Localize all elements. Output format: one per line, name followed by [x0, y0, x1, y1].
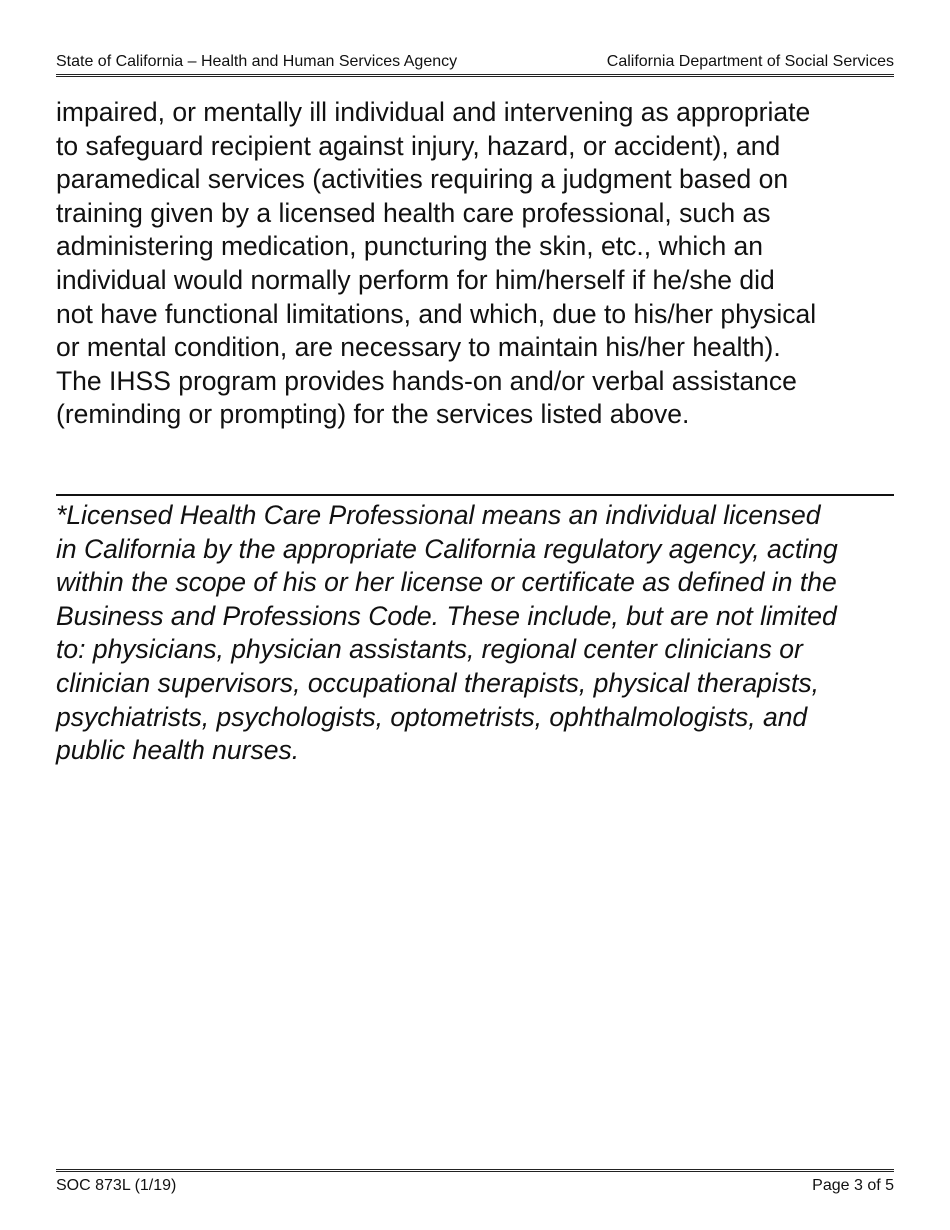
header-agency: State of California – Health and Human Services Agency: [56, 53, 458, 70]
header-department: California Department of Social Services: [606, 53, 894, 70]
page-header: [56, 51, 894, 73]
footnote-text: *Licensed Health Care Professional means an individual licensed in California by the appropriate California regulatory agency, acting within the scope of his or her license or certificate as defined in the Business and Professions Code. These include, but are not limited to: physicians, physician assistants, regional center clinicians or clinician supervisors, occupational therapists, physical therapists, psychiatrists, psychologists, optometrists, ophthalmologists, and public health nurses.: [56, 500, 838, 766]
footer-divider: [56, 1169, 894, 1172]
footnote-divider: [56, 494, 894, 496]
body-paragraph: impaired, or mentally ill individual and intervening as appropriate to safeguard recipient against injury, hazard, or accident), and paramedical services (activities requiring a judgment based on training given by a licensed health care professional, such as administering medication, puncturing the skin, etc., which an individual would normally perform for him/herself if he/she did not have functional limitations, and which, due to his/her physical or mental condition, are necessary to maintain his/her health). The IHSS program provides hands-on and/or verbal assistance (reminding or prompting) for the services listed above.: [56, 97, 817, 430]
page-number: Page 3 of 5: [812, 1177, 894, 1194]
form-id: SOC 873L (1/19): [56, 1177, 177, 1194]
page-footer: [56, 1175, 894, 1197]
header-divider: [56, 74, 894, 77]
